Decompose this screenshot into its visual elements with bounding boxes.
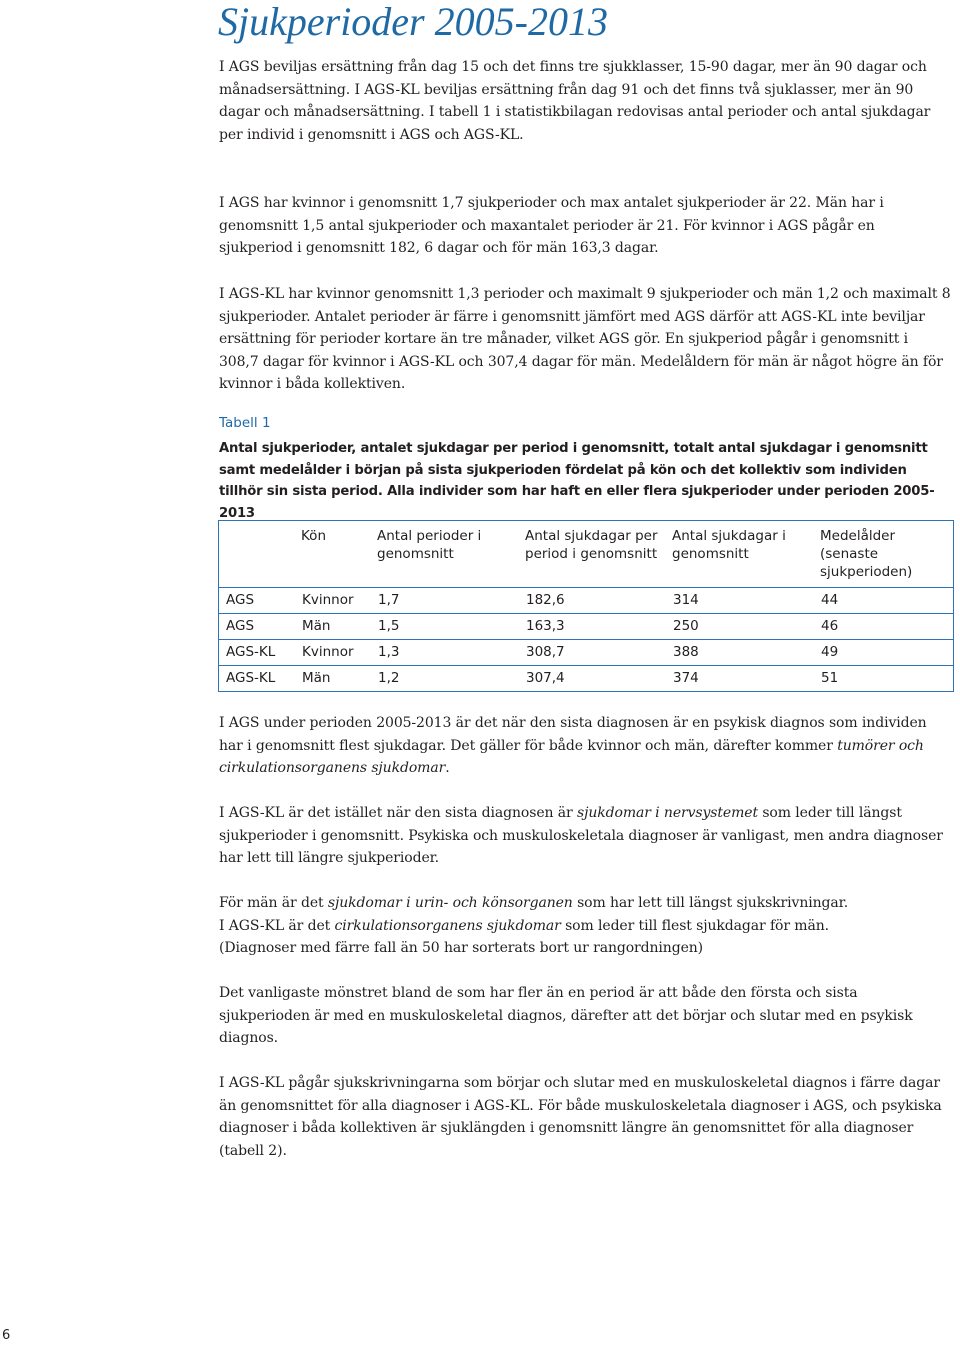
cell-mean-age: 49 [814, 640, 954, 666]
table-label: Tabell 1 [219, 415, 271, 431]
text-run: I AGS under perioden 2005-2013 är det när den sista diagnosen är en psykisk diagnos som individen har i genomsnitt flest sjukdagar. Det gäller för både kvinnor och män, därefter kommer [219, 715, 927, 754]
table-row [219, 588, 954, 614]
table-row [219, 614, 954, 640]
cell-gender: Män [295, 614, 371, 640]
cell-gender: Kvinnor [295, 588, 371, 614]
cell-days-total: 388 [666, 640, 814, 666]
cell-days-per-period: 308,7 [519, 640, 666, 666]
analysis-paragraph-4: Det vanligaste mönstret bland de som har fler än en period är att både den första och sista sjukperioden är med en muskuloskeletal diagnos, därefter att det börjar och slutar med en psykisk diagnos. [219, 985, 913, 1047]
text-run: (Diagnoser med färre fall än 50 har sorterats bort ur rangordningen) [219, 940, 704, 957]
header-collective [219, 521, 296, 588]
analysis-paragraph-1 [219, 712, 951, 780]
cell-days-per-period: 182,6 [519, 588, 666, 614]
text-run: . [445, 760, 450, 777]
header-gender: Kön [301, 528, 326, 544]
cell-gender: Män [295, 666, 371, 692]
intro-paragraph-2: I AGS har kvinnor i genomsnitt 1,7 sjukperioder och max antalet sjukperioder är 22. Män har i genomsnitt 1,5 antal sjukperioder och maxantalet perioder är 21. För kvinnor i AGS pågår en sjukperiod i genomsnitt 182, 6 dagar och för män 163,3 dagar. [219, 195, 884, 257]
intro-paragraph-1: I AGS beviljas ersättning från dag 15 och det finns tre sjukklasser, 15-90 dagar, mer än 90 dagar och månadsersättning. I AGS-KL beviljas ersättning från dag 91 och det finns två sjuklasser, mer än 90 dagar och månadsersättning. I tabell 1 i statistikbilagan redovisas antal perioder och antal sjukdagar per individ i genomsnitt i AGS och AGS-KL. [219, 59, 931, 143]
text-run: som leder till flest sjukdagar för män. [560, 917, 830, 934]
italic-run: cirkulationsorganens sjukdomar [334, 917, 561, 934]
analysis-section-2 [219, 802, 951, 870]
text-run: som har lett till längst sjukskrivningar. [572, 895, 849, 911]
text-run: som leder till längst sjukperioder i genomsnitt. Psykiska och muskuloskeletala diagnoser är vanligast, men andra diagnoser har lett till längre sjukperioder. [219, 805, 943, 867]
text-run: I AGS-KL är det istället när den sista diagnosen är [219, 805, 577, 821]
cell-periods: 1,7 [371, 588, 519, 614]
intro-section [219, 56, 951, 146]
table-header-row [219, 521, 954, 588]
cell-days-total: 250 [666, 614, 814, 640]
cell-mean-age: 44 [814, 588, 954, 614]
table-row [219, 666, 954, 692]
header-periods: Antal perioder i genomsnitt [377, 528, 482, 562]
analysis-section-4 [219, 982, 951, 1050]
cell-days-per-period: 163,3 [519, 614, 666, 640]
page-number: 6 [2, 1328, 11, 1343]
cell-days-per-period: 307,4 [519, 666, 666, 692]
cell-collective: AGS [219, 588, 296, 614]
header-days-per-period: Antal sjukdagar per period i genomsnitt [525, 528, 658, 562]
header-days-total: Antal sjukdagar i genomsnitt [672, 528, 786, 562]
text-run: I AGS-KL är det [219, 917, 335, 934]
cell-periods: 1,5 [371, 614, 519, 640]
table-row [219, 640, 954, 666]
statistics-table [218, 520, 954, 692]
page-title: Sjukperioder 2005-2013 [218, 0, 608, 44]
cell-mean-age: 51 [814, 666, 954, 692]
cell-periods: 1,2 [371, 666, 519, 692]
cell-collective: AGS [219, 614, 296, 640]
analysis-section-3 [219, 892, 951, 960]
italic-run: sjukdomar i urin- och könsorganen [327, 895, 573, 911]
cell-gender: Kvinnor [295, 640, 371, 666]
table-caption: Antal sjukperioder, antalet sjukdagar per period i genomsnitt, totalt antal sjukdagar i genomsnitt samt medelålder i början på sista sjukperioden fördelat på kön och det kollektiv som individen tillhör sin sista period. Alla individer som har haft en eller flera sjukperioder under perioden 2005-2013 [219, 441, 935, 521]
cell-periods: 1,3 [371, 640, 519, 666]
italic-run: sjukdomar i nervsystemet [577, 805, 758, 821]
intro-section-2 [219, 192, 951, 260]
text-run: För män är det [219, 895, 328, 911]
cell-days-total: 374 [666, 666, 814, 692]
analysis-section-1 [219, 712, 951, 780]
analysis-paragraph-2 [219, 802, 951, 870]
header-mean-age: Medelålder (senaste sjukperioden) [820, 528, 913, 580]
analysis-section-5 [219, 1072, 951, 1162]
italic-run: tumörer och cirkulationsorganens sjukdomar [219, 737, 924, 777]
cell-mean-age: 46 [814, 614, 954, 640]
intro-section-3 [219, 283, 951, 396]
analysis-paragraph-5: I AGS-KL pågår sjukskrivningarna som börjar och slutar med en muskuloskeletal diagnos i färre dagar än genomsnittet för alla diagnoser i AGS-KL. För både muskuloskeletala diagnoser i AGS, och psykiska diagnoser i båda kollektiven är sjuklängden i genomsnitt längre än genomsnittet för alla diagnoser (tabell 2). [219, 1075, 942, 1159]
cell-days-total: 314 [666, 588, 814, 614]
analysis-paragraph-3 [219, 892, 951, 960]
cell-collective: AGS-KL [219, 666, 296, 692]
intro-paragraph-3: I AGS-KL har kvinnor genomsnitt 1,3 perioder och maximalt 9 sjukperioder och män 1,2 och maximalt 8 sjukperioder. Antalet perioder är färre i genomsnitt jämfört med AGS därför att AGS-KL inte beviljar ersättning för perioder kortare än tre månader, vilket AGS gör. En sjukperiod pågår i genomsnitt i 308,7 dagar för kvinnor i AGS-KL och 307,4 dagar för män. Medelåldern för män är något högre än för kvinnor i båda kollektiven. [219, 286, 951, 393]
cell-collective: AGS-KL [219, 640, 296, 666]
